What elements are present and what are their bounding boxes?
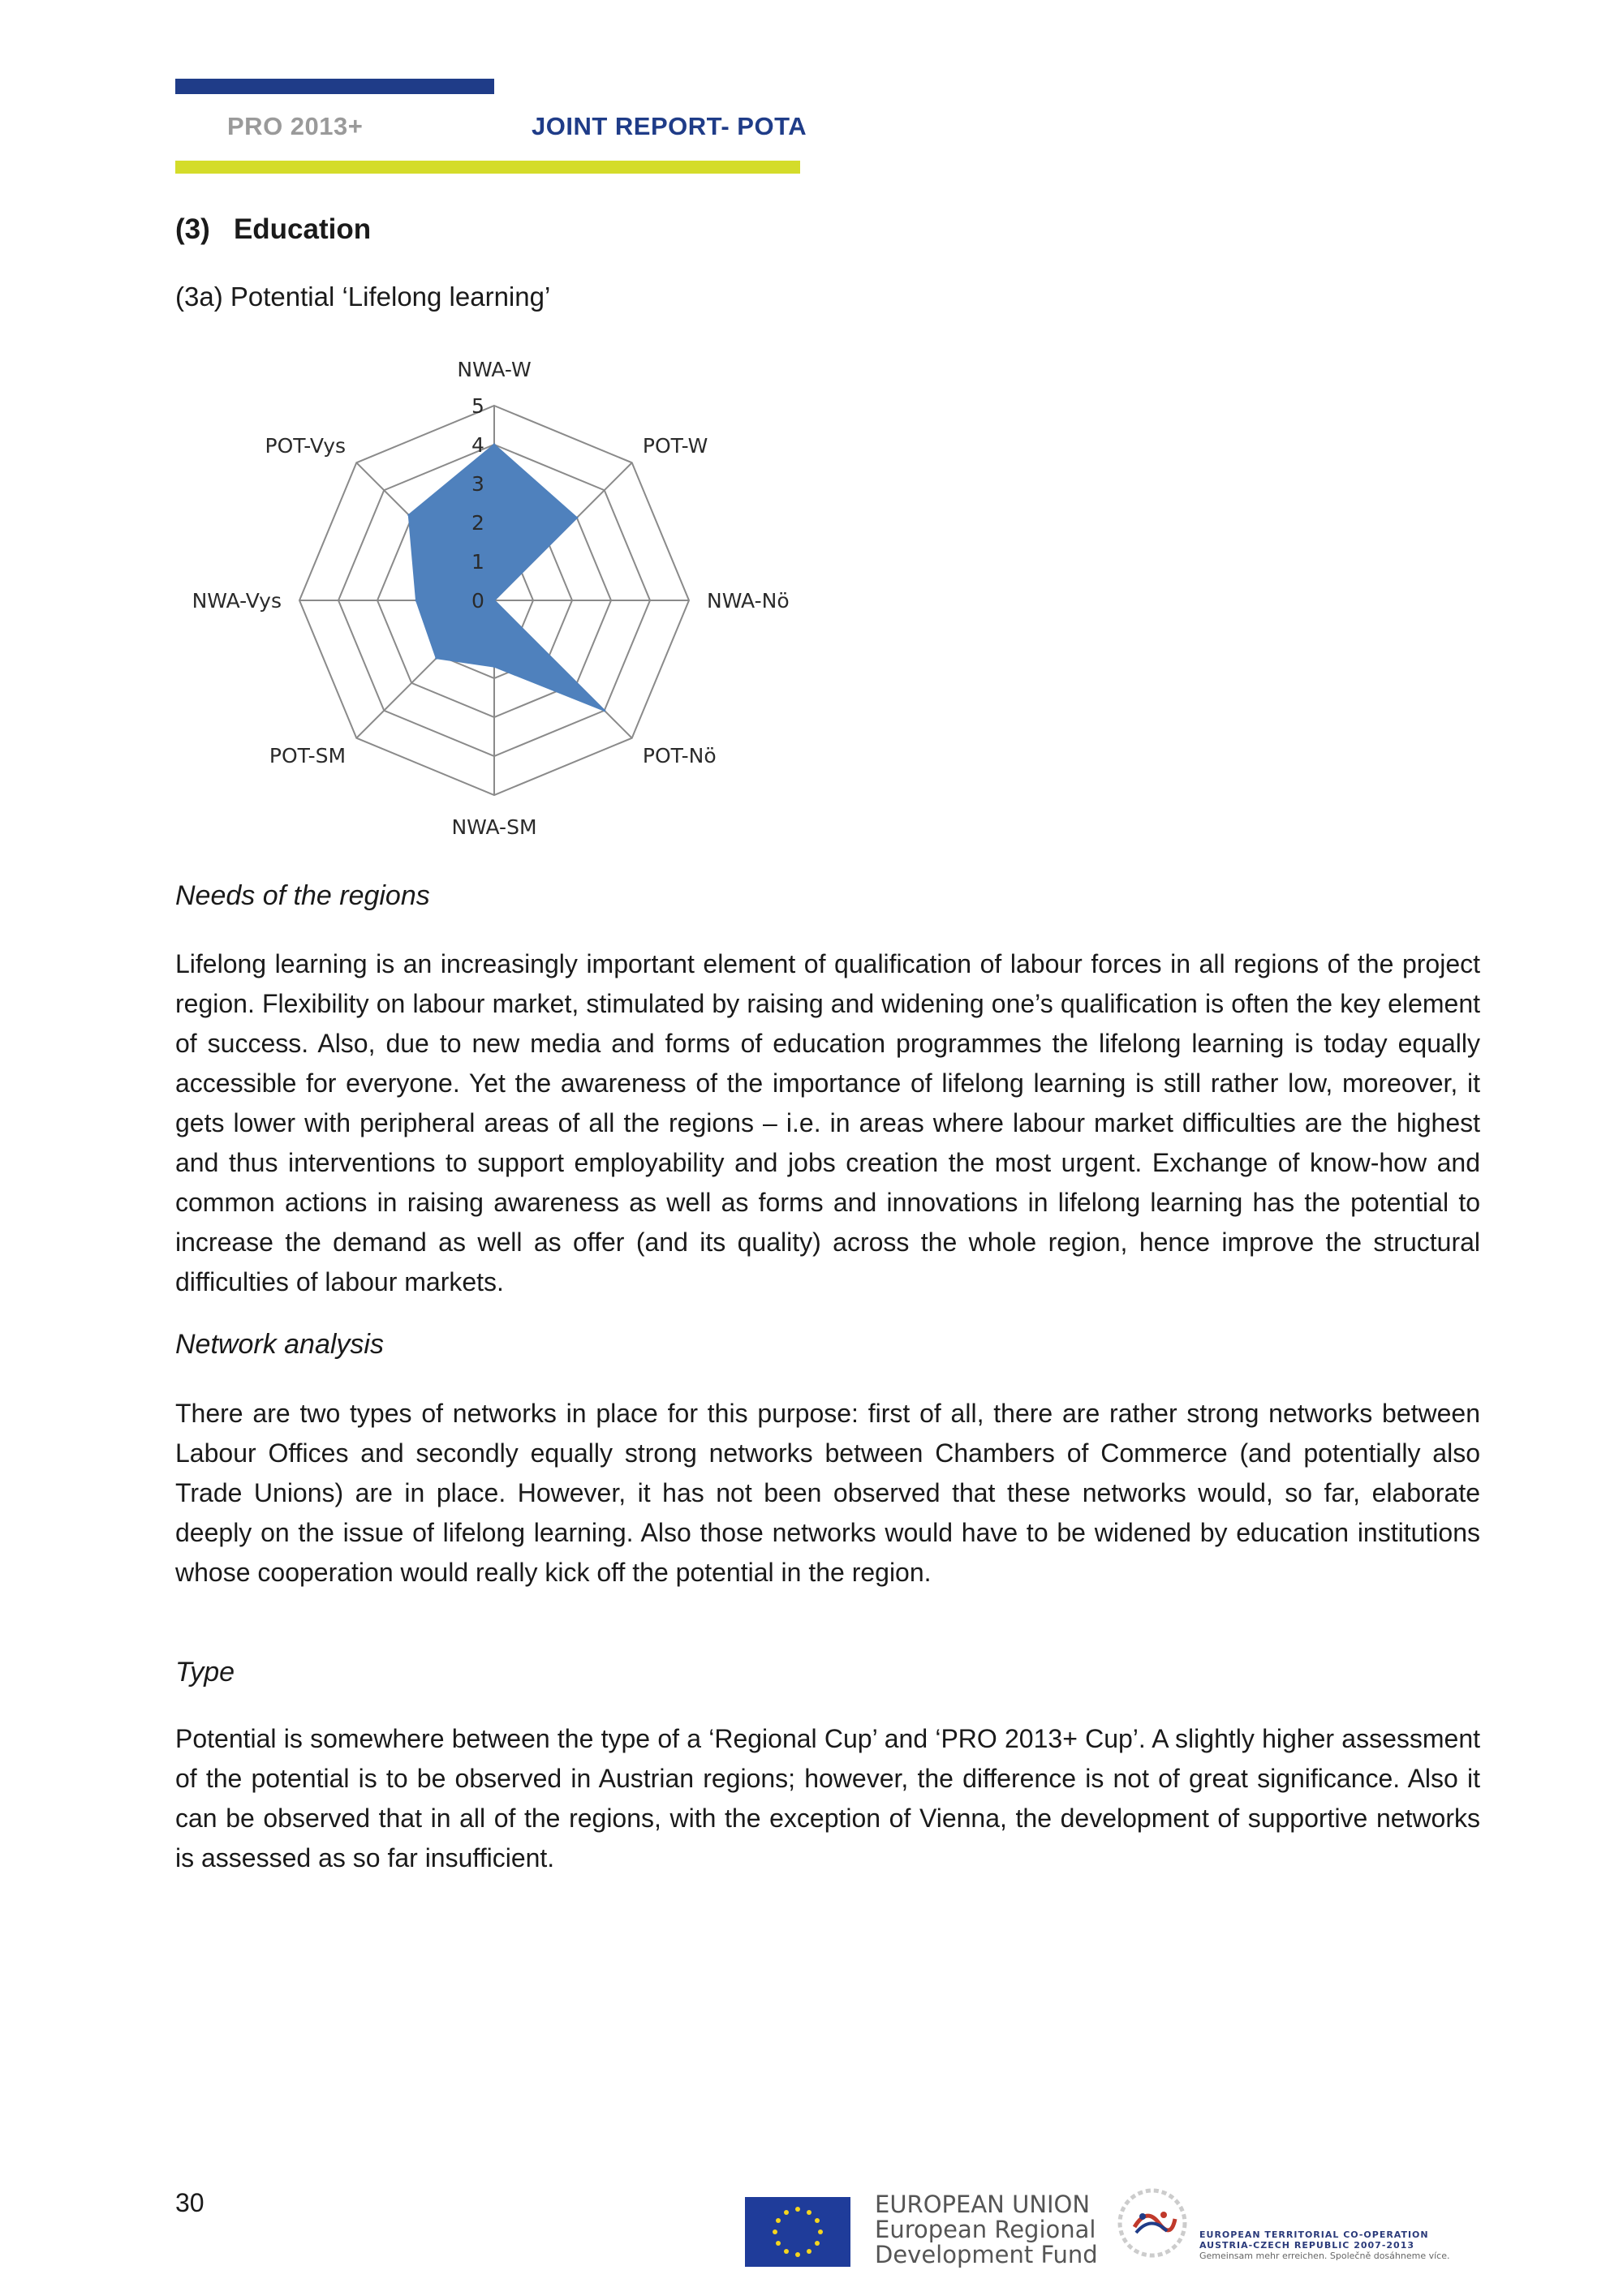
type-heading: Type xyxy=(175,1657,235,1688)
radar-tick-label: 3 xyxy=(471,472,484,496)
etc-text xyxy=(1199,2229,1449,2261)
cooperation-logo-icon xyxy=(1110,2182,1199,2264)
radar-axis-label-POT-Nö: POT-Nö xyxy=(642,743,717,767)
needs-heading: Needs of the regions xyxy=(175,880,430,911)
section-title: (3) Education xyxy=(175,213,372,245)
radar-point-NWA-SM xyxy=(493,665,496,668)
radar-point-NWA-Vys xyxy=(415,600,418,602)
eu-line-3: Development Fund xyxy=(875,2241,1098,2268)
needs-paragraph: Lifelong learning is an increasingly important element of qualification of labour forces in all regions of the project region. Flexibility on labour market, stimulated by raising and widening one’s qualification is often the key element of success. Also, due to new media and forms of education programmes the lifelong learning is today equally accessible for everyone. Yet the awareness of the importance of lifelong learning is still rather low, moreover, it gets lower with peripheral areas of all the regions – i.e. in areas where labour market difficulties are the highest and thus interventions to support employability and jobs creation the most urgent. Exchange of know-how and common actions in raising awareness as well as forms and innovations in lifelong learning has the potential to increase the demand as well as offer (and its quality) across the whole region, hence improve the structural difficulties of labour markets. xyxy=(175,949,1480,1296)
radar-axis-label-NWA-SM: NWA-SM xyxy=(451,815,537,839)
network-heading: Network analysis xyxy=(175,1329,384,1360)
etc-line-3: Gemeinsam mehr erreichen. Společně dosáhneme více. xyxy=(1199,2251,1450,2261)
radar-tick-label: 2 xyxy=(471,511,484,535)
radar-point-POT-W xyxy=(575,517,578,519)
radar-chart xyxy=(162,349,828,852)
eu-text xyxy=(875,2192,1098,2268)
eu-line-1: EUROPEAN UNION xyxy=(875,2191,1091,2218)
type-paragraph: Potential is somewhere between the type of a ‘Regional Cup’ and ‘PRO 2013+ Cup’. A slightly higher assessment of the potential is to be observed in Austrian regions; however, the difference is not of great significance. Also it can be observed that in all of the regions, with the exception of Vienna, the development of supportive networks is assessed as so far insufficient. xyxy=(175,1724,1480,1872)
page-number: 30 xyxy=(175,2188,204,2217)
radar-tick-label: 5 xyxy=(471,394,484,418)
radar-axis-label-POT-W: POT-W xyxy=(642,434,708,458)
radar-point-POT-SM xyxy=(435,657,437,660)
radar-point-NWA-W xyxy=(493,444,496,446)
header-bar-green xyxy=(175,161,800,174)
radar-axis-label-NWA-W: NWA-W xyxy=(457,358,532,381)
radar-series-area xyxy=(409,445,605,711)
radar-axis-label-POT-Vys: POT-Vys xyxy=(265,434,347,458)
radar-axis-label-POT-SM: POT-SM xyxy=(269,743,347,767)
radar-point-NWA-Nö xyxy=(493,600,496,602)
radar-tick-label: 0 xyxy=(471,589,484,613)
etc-line-2: AUSTRIA-CZECH REPUBLIC 2007-2013 xyxy=(1199,2240,1415,2251)
header-right: JOINT REPORT- POTA xyxy=(532,112,807,140)
radar-point-POT-Nö xyxy=(603,709,605,712)
subsection-title: (3a) Potential ‘Lifelong learning’ xyxy=(175,282,551,312)
header-left: PRO 2013+ xyxy=(227,112,364,140)
radar-tick-label: 4 xyxy=(471,433,484,457)
eu-flag-icon xyxy=(745,2197,850,2267)
eu-line-2: European Regional xyxy=(875,2216,1096,2243)
radar-axis-label-NWA-Nö: NWA-Nö xyxy=(707,589,790,613)
header-bar-blue xyxy=(175,79,494,94)
etc-line-1: EUROPEAN TERRITORIAL CO-OPERATION xyxy=(1199,2229,1429,2240)
network-paragraph: There are two types of networks in place for this purpose: first of all, there are rather strong networks between Labour Offices and secondly equally strong networks between Chambers of Commerce (and potentially also Trade Unions) are in place. However, it has not been observed that these networks would, so far, elaborate deeply on the issue of lifelong learning. Also those networks would have to be widened by education institutions whose cooperation would really kick off the potential in the region. xyxy=(175,1399,1480,1587)
radar-axis-label-NWA-Vys: NWA-Vys xyxy=(192,589,282,613)
radar-tick-label: 1 xyxy=(471,550,484,574)
radar-point-POT-Vys xyxy=(407,514,410,516)
